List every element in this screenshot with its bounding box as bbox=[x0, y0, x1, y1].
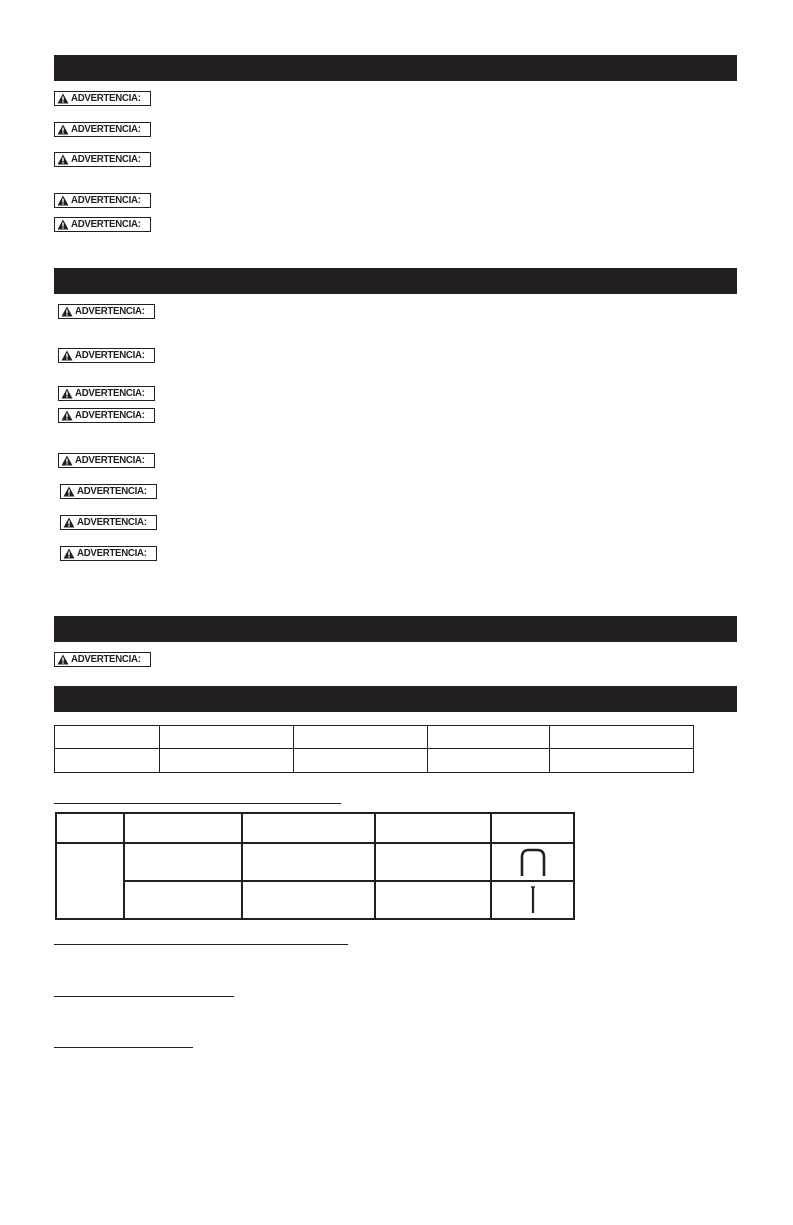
warning-label: ADVERTENCIA: bbox=[77, 516, 147, 529]
table-cell bbox=[491, 843, 574, 881]
table-cell bbox=[242, 881, 375, 919]
underline-heading bbox=[54, 1047, 193, 1048]
warning-label: ADVERTENCIA: bbox=[75, 454, 145, 467]
warning-label: ADVERTENCIA: bbox=[77, 485, 147, 498]
table-cell bbox=[550, 726, 694, 749]
warning-label: ADVERTENCIA: bbox=[71, 92, 141, 105]
table-cell bbox=[160, 726, 294, 749]
warning-triangle-icon bbox=[57, 654, 69, 665]
warning-label: ADVERTENCIA: bbox=[75, 305, 145, 318]
warning-triangle-icon bbox=[57, 195, 69, 206]
table-cell bbox=[242, 813, 375, 843]
warning-badge bbox=[60, 515, 157, 530]
warning-label: ADVERTENCIA: bbox=[71, 653, 141, 666]
warning-badge bbox=[54, 217, 151, 232]
table-cell bbox=[55, 749, 160, 773]
table-cell bbox=[124, 813, 242, 843]
section-header-1 bbox=[54, 55, 737, 81]
underline-heading bbox=[54, 996, 234, 997]
warning-badge bbox=[60, 484, 157, 499]
warning-label: ADVERTENCIA: bbox=[77, 547, 147, 560]
warning-badge bbox=[58, 408, 155, 423]
nail-fastener-icon bbox=[528, 885, 538, 915]
table-cell bbox=[160, 749, 294, 773]
table-cell bbox=[55, 726, 160, 749]
spec-table bbox=[54, 725, 694, 773]
warning-label: ADVERTENCIA: bbox=[71, 123, 141, 136]
warning-triangle-icon bbox=[61, 306, 73, 317]
table-cell bbox=[428, 726, 550, 749]
warning-triangle-icon bbox=[63, 548, 75, 559]
table-cell bbox=[294, 749, 428, 773]
warning-badge bbox=[54, 652, 151, 667]
warning-badge bbox=[58, 453, 155, 468]
table-cell bbox=[550, 749, 694, 773]
warning-badge bbox=[58, 348, 155, 363]
table-cell bbox=[375, 813, 491, 843]
warning-triangle-icon bbox=[57, 219, 69, 230]
warning-label: ADVERTENCIA: bbox=[75, 349, 145, 362]
table-cell bbox=[242, 843, 375, 881]
warning-badge bbox=[54, 122, 151, 137]
table-cell bbox=[56, 813, 124, 843]
warning-badge bbox=[58, 386, 155, 401]
warning-triangle-icon bbox=[61, 410, 73, 421]
staple-fastener-icon bbox=[518, 847, 548, 877]
table-cell bbox=[491, 813, 574, 843]
warning-label: ADVERTENCIA: bbox=[71, 194, 141, 207]
section-header-4 bbox=[54, 686, 737, 712]
table-cell bbox=[56, 843, 124, 919]
warning-triangle-icon bbox=[63, 517, 75, 528]
warning-label: ADVERTENCIA: bbox=[71, 153, 141, 166]
table-cell bbox=[375, 881, 491, 919]
table-cell bbox=[124, 843, 242, 881]
table-cell bbox=[375, 843, 491, 881]
table-cell bbox=[491, 881, 574, 919]
table-cell bbox=[294, 726, 428, 749]
warning-badge bbox=[60, 546, 157, 561]
underline-heading bbox=[54, 944, 348, 945]
warning-badge bbox=[58, 304, 155, 319]
fastener-table bbox=[55, 812, 575, 920]
warning-label: ADVERTENCIA: bbox=[75, 409, 145, 422]
warning-triangle-icon bbox=[61, 350, 73, 361]
warning-triangle-icon bbox=[57, 124, 69, 135]
warning-badge bbox=[54, 91, 151, 106]
warning-badge bbox=[54, 152, 151, 167]
table-cell bbox=[124, 881, 242, 919]
warning-badge bbox=[54, 193, 151, 208]
section-header-3 bbox=[54, 616, 737, 642]
warning-triangle-icon bbox=[61, 455, 73, 466]
section-header-2 bbox=[54, 268, 737, 294]
warning-triangle-icon bbox=[63, 486, 75, 497]
underline-heading bbox=[54, 803, 341, 804]
table-cell bbox=[428, 749, 550, 773]
warning-triangle-icon bbox=[61, 388, 73, 399]
warning-label: ADVERTENCIA: bbox=[71, 218, 141, 231]
warning-label: ADVERTENCIA: bbox=[75, 387, 145, 400]
warning-triangle-icon bbox=[57, 154, 69, 165]
warning-triangle-icon bbox=[57, 93, 69, 104]
